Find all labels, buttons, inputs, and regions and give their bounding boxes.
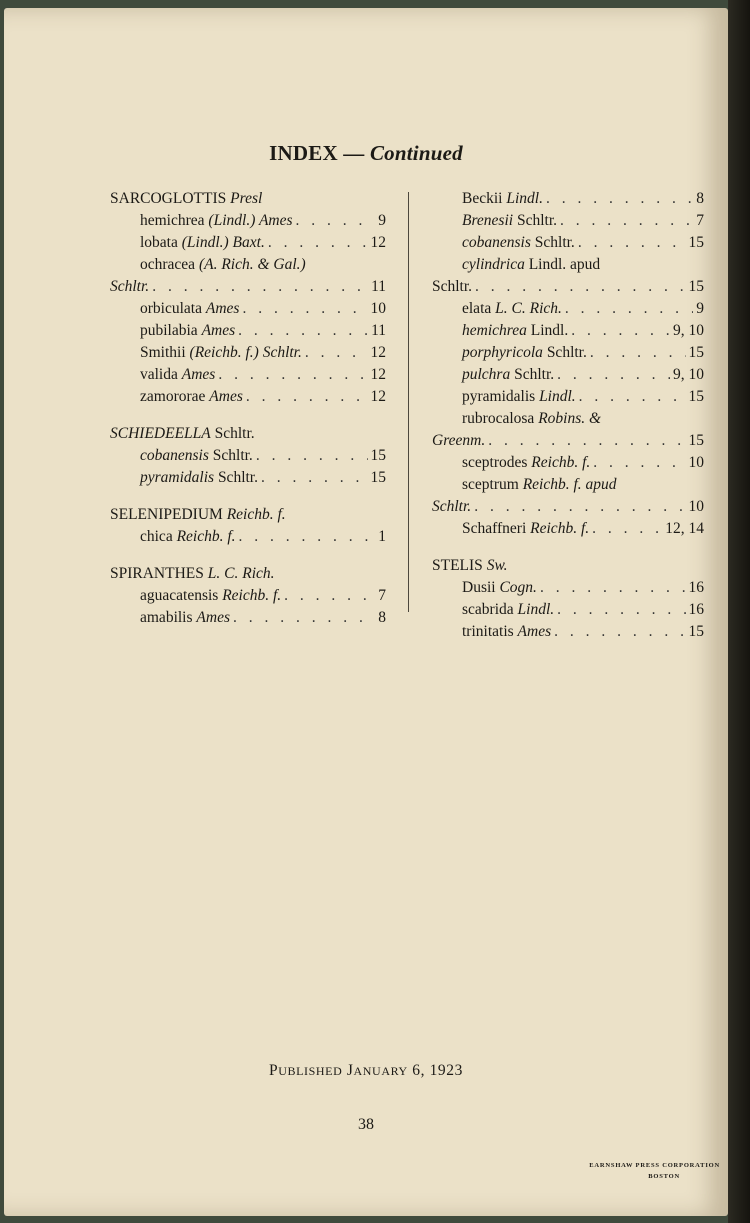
index-entry [432, 188, 704, 210]
entry-label [462, 188, 543, 210]
leader-dots [296, 210, 376, 232]
entry-text: lobata [140, 234, 182, 251]
entry-text: elata [462, 300, 496, 317]
entry-page-number: 9, 10 [673, 366, 704, 383]
index-entry-continuation [110, 276, 386, 298]
entry-text: sceptrum [462, 476, 523, 493]
leader-dots [554, 621, 685, 643]
book-spine-edge [728, 0, 750, 1223]
leader-dots [590, 342, 686, 364]
entry-page-number: 15 [688, 278, 704, 295]
entry-page-number: 9, 10 [673, 322, 704, 339]
entry-page-number: 16 [688, 601, 704, 618]
entry-text: hemichrea [140, 212, 209, 229]
index-entry [110, 298, 386, 320]
entry-italic-text: Robins. & [538, 410, 602, 427]
leader-dots [152, 276, 368, 298]
entry-label [432, 276, 472, 298]
index-entry [432, 386, 704, 408]
entry-page-number: 12 [370, 234, 386, 251]
page-title [4, 141, 728, 166]
index-entry-line [432, 408, 704, 430]
entry-text: orbiculata [140, 300, 206, 317]
entry-page-number: 15 [370, 447, 386, 464]
published-initial: P [269, 1062, 279, 1079]
entry-label [462, 474, 617, 496]
printer-city: BOSTON [648, 1173, 680, 1180]
entry-page-number: 9 [378, 212, 386, 229]
index-entry [432, 599, 704, 621]
entry-page-number: 10 [688, 498, 704, 515]
entry-label [462, 320, 568, 342]
index-entry-continuation [432, 276, 704, 298]
entry-text: chica [140, 528, 177, 545]
index-entry [110, 526, 386, 548]
entry-page-number: 12 [370, 366, 386, 383]
entry-text: Schltr. [210, 425, 255, 442]
published-rest: UBLISHED [278, 1064, 343, 1078]
entry-italic-text: (Lindl.) Baxt. [181, 234, 265, 251]
entry-text: trinitatis [462, 623, 518, 640]
entry-italic-text: (A. Rich. & Gal.) [198, 256, 306, 273]
entry-text: sceptrodes [462, 454, 532, 471]
entry-italic-text: cylindrica [462, 256, 525, 273]
entry-label [140, 364, 215, 386]
entry-label [462, 408, 601, 430]
entry-page-number: 15 [688, 388, 704, 405]
entry-italic-text: Greenm. [432, 432, 486, 449]
entry-label [462, 342, 587, 364]
entry-text: Schltr. [208, 447, 253, 464]
entry-text: Smithii [140, 344, 190, 361]
entry-italic-text: Ames [196, 609, 230, 626]
entry-italic-text: L. C. Rich. [495, 300, 562, 317]
leader-dots [256, 445, 368, 467]
entry-label [462, 599, 554, 621]
index-column-right [432, 188, 704, 643]
entry-text: pubilabia [140, 322, 202, 339]
entry-label [140, 386, 243, 408]
entry-italic-text: Ames [209, 388, 243, 405]
leader-dots [592, 518, 662, 540]
entry-italic-text: Lindl. [506, 190, 543, 207]
genus-heading [432, 555, 704, 577]
entry-label [140, 210, 293, 232]
entry-page-number: 10 [370, 300, 386, 317]
leader-dots [284, 585, 375, 607]
index-entry [432, 232, 704, 254]
leader-dots [557, 364, 670, 386]
index-entry [110, 210, 386, 232]
index-entry [432, 364, 704, 386]
leader-dots [268, 232, 368, 254]
leader-dots [560, 210, 693, 232]
entry-italic-text: Reichb. f. apud [522, 476, 617, 493]
leader-dots [546, 188, 693, 210]
entry-gap [110, 548, 386, 563]
index-entry [110, 607, 386, 629]
leader-dots [557, 599, 685, 621]
entry-text: SELENIPEDIUM [110, 506, 227, 523]
entry-gap [110, 489, 386, 504]
entry-page-number: 10 [688, 454, 704, 471]
entry-label [110, 565, 275, 582]
index-entry [110, 585, 386, 607]
january-initial: J [346, 1062, 354, 1079]
entry-page-number: 15 [688, 432, 704, 449]
index-entry [432, 342, 704, 364]
entry-text: valida [140, 366, 182, 383]
leader-dots [593, 452, 685, 474]
index-entry [432, 452, 704, 474]
entry-text: Lindl. apud [524, 256, 601, 273]
index-column-left [110, 188, 386, 629]
entry-italic-text: Lindl. [517, 601, 555, 618]
entry-text: SPIRANTHES [110, 565, 208, 582]
entry-label [140, 467, 258, 489]
leader-dots [305, 342, 368, 364]
entry-label [432, 496, 471, 518]
entry-italic-text: Ames [517, 623, 552, 640]
entry-page-number: 8 [696, 190, 704, 207]
leader-dots [233, 607, 375, 629]
entry-italic-text: Cogn. [499, 579, 537, 596]
entry-italic-text: Reichb. f. [531, 454, 591, 471]
entry-text: STELIS [432, 557, 487, 574]
entry-label [462, 621, 551, 643]
entry-page-number: 9 [696, 300, 704, 317]
entry-italic-text: Reichb. f. [222, 587, 282, 604]
leader-dots [218, 364, 367, 386]
genus-heading [110, 188, 386, 210]
index-entry [432, 518, 704, 540]
entry-label [462, 232, 575, 254]
entry-text: SARCOGLOTTIS [110, 190, 231, 207]
entry-italic-text: Reichb. f. [176, 528, 236, 545]
entry-label [462, 254, 600, 276]
genus-heading [110, 563, 386, 585]
entry-text: Schltr. [432, 278, 473, 295]
entry-italic-text: Lindl. [539, 388, 576, 405]
entry-label [110, 190, 262, 207]
entry-label [140, 585, 281, 607]
entry-label [462, 386, 576, 408]
title-continued: Continued [369, 141, 463, 165]
entry-label [110, 506, 286, 523]
entry-text: amabilis [140, 609, 197, 626]
index-entry [110, 232, 386, 254]
leader-dots [571, 320, 670, 342]
entry-italic-text: SCHIEDEELLA [110, 425, 211, 442]
entry-text: Schltr. [542, 344, 587, 361]
genus-heading [110, 423, 386, 445]
index-entry [110, 342, 386, 364]
index-entry [110, 364, 386, 386]
index-entry-line [110, 254, 386, 276]
entry-label [140, 607, 230, 629]
leader-dots [261, 467, 368, 489]
entry-italic-text: cobanensis [140, 447, 209, 464]
leader-dots [540, 577, 686, 599]
entry-italic-text: pulchra [462, 366, 511, 383]
entry-italic-text: Ames [181, 366, 216, 383]
entry-italic-text: Presl [230, 190, 263, 207]
entry-label [140, 526, 236, 548]
leader-dots [246, 386, 368, 408]
entry-text: Schltr. [530, 234, 575, 251]
entry-label [462, 452, 590, 474]
entry-label [110, 425, 255, 442]
entry-page-number: 15 [688, 234, 704, 251]
entry-label [140, 254, 306, 276]
entry-label [140, 342, 302, 364]
entry-page-number: 15 [688, 623, 704, 640]
entry-page-number: 11 [371, 322, 386, 339]
entry-italic-text: Reichb. f. [226, 506, 286, 523]
index-entry [110, 386, 386, 408]
entry-label [462, 210, 557, 232]
entry-label [462, 364, 554, 386]
entry-page-number: 7 [696, 212, 704, 229]
index-entry [110, 320, 386, 342]
entry-text: Schaffneri [462, 520, 531, 537]
entry-italic-text: (Reichb. f.) Schltr. [189, 344, 302, 361]
entry-gap [432, 540, 704, 555]
book-page [4, 8, 728, 1216]
leader-dots [488, 430, 685, 452]
entry-label [462, 298, 562, 320]
index-entry-continuation [432, 496, 704, 518]
entry-text: pyramidalis [462, 388, 540, 405]
entry-italic-text: Schltr. [432, 498, 472, 515]
index-entry [110, 467, 386, 489]
entry-page-number: 12 [370, 388, 386, 405]
entry-page-number: 1 [378, 528, 386, 545]
entry-text: rubrocalosa [462, 410, 539, 427]
entry-italic-text: Ames [201, 322, 236, 339]
leader-dots [579, 386, 686, 408]
entry-text: aguacatensis [140, 587, 223, 604]
printer-name: EARNSHAW PRESS CORPORATION [589, 1162, 720, 1169]
leader-dots [238, 320, 368, 342]
entry-text: zamororae [140, 388, 210, 405]
entry-italic-text: (Lindl.) Ames [208, 212, 293, 229]
entry-italic-text: Brenesii [462, 212, 514, 229]
leader-dots [475, 276, 685, 298]
entry-text: scabrida [462, 601, 518, 618]
entry-italic-text: porphyricola [462, 344, 543, 361]
entry-page-number: 15 [370, 469, 386, 486]
entry-page-number: 8 [378, 609, 386, 626]
published-date-value: 6, 1923 [412, 1062, 463, 1079]
entry-label [432, 557, 508, 574]
entry-italic-text: hemichrea [462, 322, 527, 339]
index-entry [110, 445, 386, 467]
entry-label [462, 518, 589, 540]
entry-italic-text: Reichb. f. [530, 520, 590, 537]
entry-italic-text: Schltr. [110, 278, 150, 295]
entry-label [110, 276, 149, 298]
index-entry [432, 210, 704, 232]
entry-italic-text: L. C. Rich. [207, 565, 275, 582]
entry-gap [110, 408, 386, 423]
entry-text: Schltr. [513, 212, 558, 229]
entry-label [432, 430, 485, 452]
index-entry-line [432, 254, 704, 276]
index-entry [432, 298, 704, 320]
index-entry [432, 320, 704, 342]
entry-text: ochracea [140, 256, 199, 273]
index-entry-continuation [432, 430, 704, 452]
january-rest: ANUARY [353, 1064, 408, 1078]
entry-label [140, 445, 253, 467]
publication-date [4, 1062, 728, 1080]
entry-text: Schltr. [510, 366, 555, 383]
index-entry [432, 621, 704, 643]
leader-dots [242, 298, 367, 320]
entry-label [140, 298, 239, 320]
entry-text: Dusii [462, 579, 500, 596]
index-entry [432, 577, 704, 599]
title-dash: — [337, 141, 370, 165]
title-main: INDEX [269, 141, 338, 165]
leader-dots [578, 232, 686, 254]
entry-italic-text: Sw. [486, 557, 508, 574]
entry-italic-text: Ames [205, 300, 240, 317]
entry-page-number: 11 [371, 278, 386, 295]
entry-page-number: 16 [688, 579, 704, 596]
genus-heading [110, 504, 386, 526]
entry-label [140, 320, 235, 342]
printer-imprint [550, 1160, 720, 1182]
entry-italic-text: pyramidalis [140, 469, 215, 486]
entry-page-number: 12 [370, 344, 386, 361]
entry-page-number: 12, 14 [665, 520, 704, 537]
leader-dots [239, 526, 376, 548]
entry-text: Beckii [462, 190, 507, 207]
entry-label [462, 577, 537, 599]
column-divider [408, 192, 409, 612]
leader-dots [565, 298, 693, 320]
entry-page-number: 15 [688, 344, 704, 361]
entry-text: Lindl. [526, 322, 569, 339]
entry-page-number: 7 [378, 587, 386, 604]
leader-dots [474, 496, 685, 518]
entry-label [140, 232, 265, 254]
entry-text: Schltr. [214, 469, 258, 486]
page-number: 38 [358, 1116, 374, 1133]
index-entry-line [432, 474, 704, 496]
entry-italic-text: cobanensis [462, 234, 531, 251]
